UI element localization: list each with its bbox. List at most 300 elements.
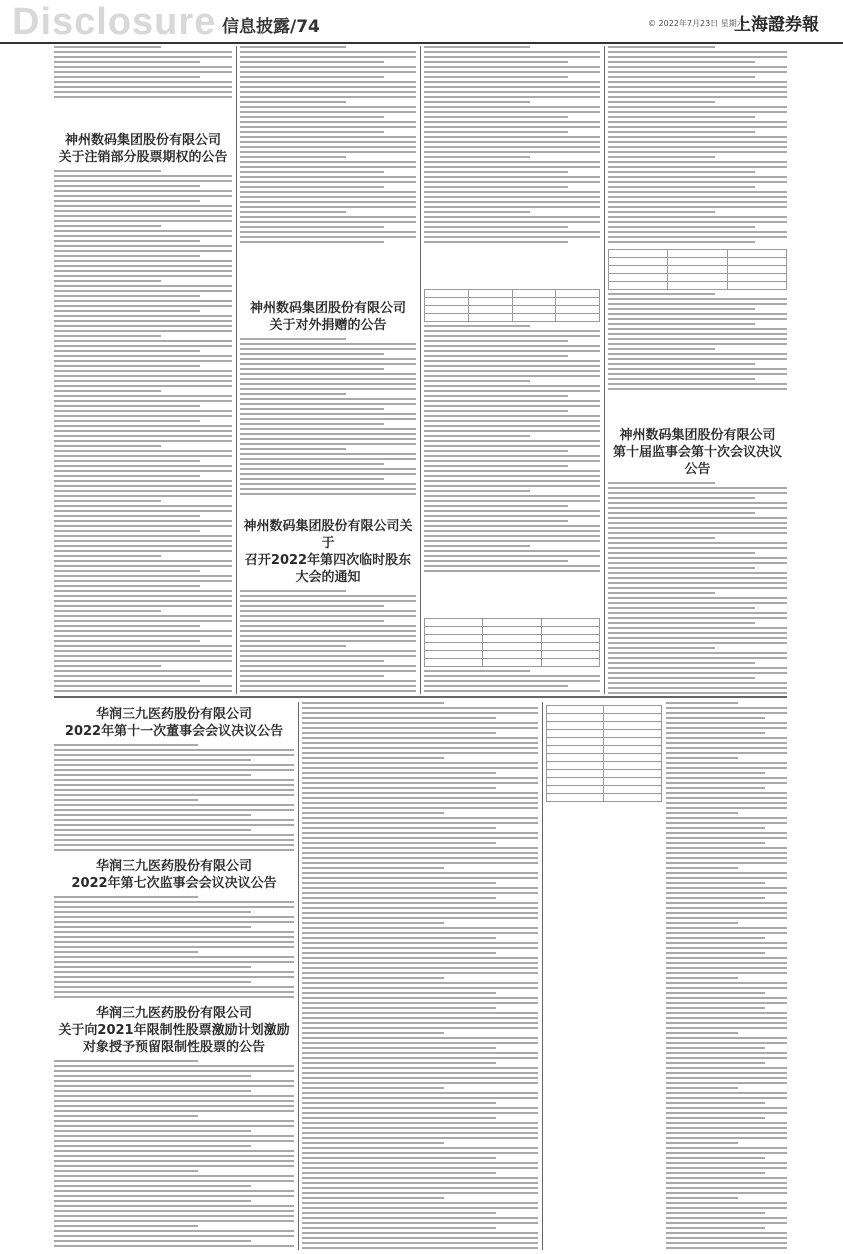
text-line bbox=[54, 650, 232, 652]
table-cell bbox=[541, 627, 599, 635]
text-line bbox=[424, 106, 600, 108]
text-line bbox=[54, 170, 161, 172]
text-line bbox=[424, 425, 600, 427]
text-line bbox=[54, 911, 251, 913]
text-line bbox=[424, 380, 530, 382]
text-line bbox=[608, 211, 715, 213]
text-line bbox=[54, 86, 232, 88]
lower-column-2 bbox=[302, 702, 538, 1250]
text-line bbox=[608, 677, 755, 679]
text-line bbox=[666, 827, 765, 829]
text-line bbox=[54, 1120, 294, 1122]
text-line bbox=[666, 717, 765, 719]
table-cell bbox=[541, 643, 599, 651]
text-line bbox=[240, 221, 416, 223]
text-line bbox=[608, 582, 787, 584]
text-line bbox=[666, 1137, 787, 1139]
text-line bbox=[54, 916, 294, 918]
text-line bbox=[240, 468, 416, 470]
text-line bbox=[240, 141, 416, 143]
text-line bbox=[424, 495, 600, 497]
text-line bbox=[302, 1192, 538, 1194]
text-line bbox=[666, 937, 765, 939]
text-line bbox=[424, 565, 600, 567]
text-line bbox=[54, 410, 232, 412]
text-line bbox=[54, 660, 232, 662]
text-line bbox=[240, 111, 416, 113]
text-line bbox=[608, 487, 787, 489]
text-line bbox=[666, 907, 787, 909]
text-line bbox=[608, 303, 787, 305]
section-title: 信息披露/74 bbox=[222, 17, 320, 37]
text-line bbox=[666, 1012, 787, 1014]
text-line bbox=[240, 86, 416, 88]
text-line bbox=[240, 690, 416, 692]
text-line bbox=[666, 1182, 787, 1184]
text-line bbox=[302, 912, 538, 914]
text-line bbox=[302, 832, 538, 834]
text-line bbox=[54, 809, 294, 811]
text-line bbox=[302, 987, 538, 989]
text-line bbox=[54, 270, 232, 272]
text-line bbox=[54, 435, 232, 437]
text-line bbox=[240, 438, 416, 440]
text-line bbox=[424, 550, 600, 552]
text-line bbox=[424, 136, 600, 138]
text-line bbox=[54, 295, 200, 297]
text-line bbox=[666, 1112, 787, 1114]
text-line bbox=[424, 51, 600, 53]
text-line bbox=[54, 390, 161, 392]
text-line bbox=[54, 56, 232, 58]
table-cell bbox=[547, 754, 604, 762]
table-cell bbox=[727, 250, 786, 258]
table-cell bbox=[483, 635, 541, 643]
text-line bbox=[424, 131, 568, 133]
text-line bbox=[608, 562, 787, 564]
text-line bbox=[608, 56, 787, 58]
text-line bbox=[302, 1232, 538, 1234]
text-line bbox=[608, 191, 787, 193]
text-line bbox=[424, 670, 530, 672]
table-cell bbox=[425, 290, 469, 298]
text-line bbox=[54, 1095, 294, 1097]
text-line bbox=[424, 410, 568, 412]
text-line bbox=[424, 435, 530, 437]
text-line bbox=[424, 510, 600, 512]
text-line bbox=[666, 1157, 765, 1159]
text-line bbox=[240, 151, 416, 153]
text-line bbox=[54, 225, 161, 227]
text-line bbox=[302, 1162, 538, 1164]
text-line bbox=[608, 171, 755, 173]
text-line bbox=[54, 834, 294, 836]
text-line bbox=[302, 927, 538, 929]
text-line bbox=[424, 66, 600, 68]
text-line bbox=[424, 545, 530, 547]
newspaper-name: 上海證券報 bbox=[734, 15, 819, 35]
text-line bbox=[54, 455, 232, 457]
text-line bbox=[666, 1212, 765, 1214]
text-line bbox=[54, 96, 232, 98]
text-line bbox=[240, 191, 416, 193]
text-line bbox=[302, 972, 538, 974]
text-line bbox=[240, 338, 346, 340]
text-line bbox=[302, 862, 538, 864]
text-line bbox=[424, 690, 600, 692]
text-line bbox=[240, 640, 416, 642]
text-line bbox=[666, 987, 787, 989]
text-line bbox=[666, 787, 765, 789]
text-line bbox=[424, 211, 530, 213]
text-line bbox=[54, 505, 232, 507]
text-line bbox=[54, 590, 232, 592]
text-line bbox=[424, 535, 600, 537]
text-line bbox=[666, 1232, 787, 1234]
text-line bbox=[608, 572, 787, 574]
text-line bbox=[54, 405, 200, 407]
text-line bbox=[608, 647, 715, 649]
text-line bbox=[608, 662, 755, 664]
table-cell bbox=[604, 714, 661, 722]
text-line bbox=[666, 962, 787, 964]
text-line bbox=[666, 887, 787, 889]
text-line bbox=[424, 345, 600, 347]
notice-title: 神州数码集团股份有限公司关于 召开2022年第四次临时股东大会的通知 bbox=[243, 519, 413, 585]
text-line bbox=[608, 383, 787, 385]
text-line bbox=[666, 1087, 739, 1089]
text-line bbox=[666, 1217, 787, 1219]
text-line bbox=[54, 565, 232, 567]
text-line bbox=[54, 744, 198, 746]
text-line bbox=[302, 872, 538, 874]
text-line bbox=[666, 997, 787, 999]
upper-column-1 bbox=[54, 46, 232, 694]
table-cell bbox=[609, 274, 668, 282]
text-line bbox=[54, 76, 200, 78]
text-line bbox=[666, 982, 787, 984]
text-line bbox=[302, 952, 496, 954]
text-line bbox=[54, 245, 232, 247]
text-line bbox=[666, 1007, 765, 1009]
notice-title: 神州数码集团股份有限公司 第十届监事会第十次会议决议公告 bbox=[612, 428, 782, 477]
text-line bbox=[302, 1227, 496, 1229]
text-line bbox=[302, 1142, 444, 1144]
text-line bbox=[240, 106, 416, 108]
text-line bbox=[666, 792, 787, 794]
table-cell bbox=[425, 659, 483, 667]
text-line bbox=[666, 857, 787, 859]
text-line bbox=[666, 1152, 787, 1154]
text-line bbox=[240, 443, 416, 445]
text-line bbox=[608, 547, 787, 549]
text-line bbox=[54, 804, 294, 806]
text-line bbox=[302, 1207, 538, 1209]
text-line bbox=[302, 722, 538, 724]
text-line bbox=[302, 907, 538, 909]
text-line bbox=[424, 480, 600, 482]
text-line bbox=[54, 844, 294, 846]
table-cell bbox=[547, 746, 604, 754]
text-line bbox=[608, 136, 787, 138]
text-line bbox=[666, 1222, 787, 1224]
text-line bbox=[54, 520, 232, 522]
text-line bbox=[608, 363, 755, 365]
text-line bbox=[666, 772, 765, 774]
text-line bbox=[54, 1230, 294, 1232]
text-line bbox=[302, 1242, 538, 1244]
table-cell bbox=[727, 282, 786, 290]
text-line bbox=[666, 877, 787, 879]
text-line bbox=[666, 1107, 787, 1109]
text-line bbox=[240, 605, 384, 607]
text-line bbox=[608, 497, 755, 499]
text-line bbox=[302, 762, 538, 764]
issue-date: © 2022年7月23日 星期六 bbox=[648, 19, 745, 28]
text-line bbox=[302, 917, 538, 919]
text-line bbox=[240, 231, 416, 233]
text-line bbox=[302, 1187, 538, 1189]
text-line bbox=[608, 612, 787, 614]
text-line bbox=[240, 660, 384, 662]
text-line bbox=[302, 902, 538, 904]
table-cell bbox=[425, 635, 483, 643]
text-line bbox=[54, 285, 232, 287]
text-line bbox=[54, 1220, 294, 1222]
lower-column-1 bbox=[54, 702, 294, 1250]
text-line bbox=[302, 842, 496, 844]
text-line bbox=[54, 1065, 294, 1067]
text-line bbox=[240, 176, 416, 178]
text-line bbox=[54, 991, 294, 993]
text-line bbox=[54, 1150, 294, 1152]
text-line bbox=[424, 335, 600, 337]
text-line bbox=[302, 777, 538, 779]
text-line bbox=[666, 1032, 739, 1034]
text-line bbox=[608, 241, 755, 243]
text-line bbox=[608, 637, 787, 639]
text-line bbox=[54, 255, 200, 257]
text-line bbox=[240, 353, 384, 355]
text-line bbox=[424, 226, 568, 228]
text-line bbox=[240, 448, 346, 450]
table-cell bbox=[604, 778, 661, 786]
text-line bbox=[608, 542, 787, 544]
text-line bbox=[424, 181, 600, 183]
text-line bbox=[302, 817, 538, 819]
text-line bbox=[54, 290, 232, 292]
text-line bbox=[424, 216, 600, 218]
text-line bbox=[666, 727, 787, 729]
text-line bbox=[54, 1075, 251, 1077]
table-cell bbox=[609, 250, 668, 258]
text-line bbox=[424, 360, 600, 362]
text-line bbox=[302, 822, 538, 824]
text-line bbox=[608, 121, 787, 123]
text-line bbox=[240, 483, 416, 485]
text-line bbox=[608, 692, 787, 694]
notice-title: 华润三九医药股份有限公司 2022年第十一次董事会会议决议公告 bbox=[64, 707, 284, 739]
text-line bbox=[424, 176, 600, 178]
text-line bbox=[54, 1105, 294, 1107]
text-line bbox=[608, 577, 787, 579]
text-line bbox=[54, 1185, 251, 1187]
text-line bbox=[302, 1092, 538, 1094]
text-line bbox=[302, 742, 538, 744]
text-line bbox=[54, 1085, 294, 1087]
text-line bbox=[424, 430, 600, 432]
text-line bbox=[54, 896, 198, 898]
text-line bbox=[54, 956, 294, 958]
upper-column-4 bbox=[608, 46, 787, 694]
text-line bbox=[240, 46, 346, 48]
table-cell bbox=[556, 290, 600, 298]
text-line bbox=[608, 627, 787, 629]
table-cell bbox=[604, 794, 661, 802]
text-line bbox=[608, 652, 787, 654]
table-cell bbox=[425, 643, 483, 651]
text-line bbox=[54, 1080, 294, 1082]
table bbox=[608, 249, 787, 290]
text-line bbox=[54, 510, 232, 512]
text-line bbox=[54, 275, 232, 277]
text-line bbox=[302, 1147, 538, 1149]
text-line bbox=[54, 235, 232, 237]
text-line bbox=[302, 1197, 444, 1199]
section-divider bbox=[54, 696, 787, 698]
text-line bbox=[666, 1022, 787, 1024]
table-cell bbox=[604, 786, 661, 794]
text-line bbox=[424, 96, 600, 98]
text-line bbox=[608, 522, 787, 524]
text-line bbox=[240, 186, 384, 188]
text-line bbox=[302, 782, 538, 784]
text-line bbox=[424, 445, 600, 447]
text-line bbox=[666, 817, 787, 819]
text-line bbox=[240, 458, 416, 460]
text-line bbox=[608, 388, 787, 390]
text-line bbox=[54, 605, 232, 607]
text-line bbox=[54, 480, 232, 482]
text-line bbox=[424, 485, 600, 487]
text-line bbox=[240, 453, 416, 455]
text-line bbox=[302, 887, 538, 889]
table-cell bbox=[425, 651, 483, 659]
text-line bbox=[666, 1102, 765, 1104]
text-line bbox=[54, 395, 232, 397]
text-line bbox=[302, 1222, 538, 1224]
table-cell bbox=[609, 258, 668, 266]
text-line bbox=[424, 385, 600, 387]
text-line bbox=[240, 635, 416, 637]
text-line bbox=[240, 398, 416, 400]
table-cell bbox=[547, 770, 604, 778]
table bbox=[424, 289, 600, 322]
text-line bbox=[666, 852, 787, 854]
text-line bbox=[666, 797, 787, 799]
text-line bbox=[302, 1032, 444, 1034]
text-line bbox=[424, 570, 600, 572]
text-line bbox=[302, 707, 538, 709]
text-line bbox=[302, 1212, 496, 1214]
text-line bbox=[54, 550, 232, 552]
text-line bbox=[608, 196, 787, 198]
text-line bbox=[608, 527, 787, 529]
text-line bbox=[54, 1145, 251, 1147]
text-line bbox=[608, 507, 787, 509]
text-line bbox=[302, 897, 496, 899]
table-cell bbox=[483, 659, 541, 667]
text-line bbox=[608, 151, 787, 153]
text-line bbox=[54, 824, 294, 826]
text-line bbox=[302, 827, 496, 829]
text-line bbox=[54, 931, 294, 933]
text-line bbox=[666, 1067, 787, 1069]
text-line bbox=[240, 236, 416, 238]
text-line bbox=[302, 1002, 538, 1004]
upper-column-2 bbox=[240, 46, 416, 694]
text-line bbox=[54, 645, 232, 647]
text-line bbox=[302, 962, 538, 964]
text-line bbox=[54, 1165, 294, 1167]
table-cell bbox=[547, 722, 604, 730]
text-line bbox=[608, 51, 787, 53]
text-line bbox=[302, 802, 538, 804]
text-line bbox=[608, 338, 787, 340]
table-cell bbox=[468, 306, 512, 314]
text-line bbox=[302, 1057, 538, 1059]
text-line bbox=[54, 71, 232, 73]
text-line bbox=[666, 732, 765, 734]
text-line bbox=[54, 1195, 294, 1197]
text-line bbox=[54, 180, 232, 182]
text-line bbox=[54, 315, 232, 317]
text-line bbox=[54, 500, 161, 502]
text-line bbox=[54, 675, 232, 677]
text-line bbox=[608, 308, 755, 310]
text-line bbox=[302, 1022, 538, 1024]
text-line bbox=[54, 415, 232, 417]
text-line bbox=[54, 630, 232, 632]
text-line bbox=[54, 420, 200, 422]
text-line bbox=[240, 358, 416, 360]
text-line bbox=[240, 206, 416, 208]
text-line bbox=[608, 607, 755, 609]
text-line bbox=[302, 1052, 538, 1054]
text-line bbox=[424, 186, 568, 188]
text-line bbox=[302, 997, 538, 999]
text-line bbox=[608, 91, 787, 93]
text-line bbox=[54, 926, 251, 928]
text-line bbox=[666, 902, 787, 904]
text-line bbox=[608, 81, 787, 83]
text-line bbox=[240, 428, 416, 430]
text-line bbox=[54, 465, 232, 467]
text-line bbox=[54, 996, 294, 998]
text-line bbox=[608, 597, 787, 599]
text-line bbox=[54, 620, 232, 622]
column-divider bbox=[604, 46, 605, 694]
text-line bbox=[54, 340, 232, 342]
text-line bbox=[424, 121, 600, 123]
table-cell bbox=[668, 258, 727, 266]
text-line bbox=[302, 1072, 538, 1074]
text-line bbox=[666, 762, 787, 764]
text-line bbox=[608, 667, 787, 669]
text-line bbox=[240, 403, 416, 405]
table-cell bbox=[512, 314, 556, 322]
text-line bbox=[666, 1047, 765, 1049]
